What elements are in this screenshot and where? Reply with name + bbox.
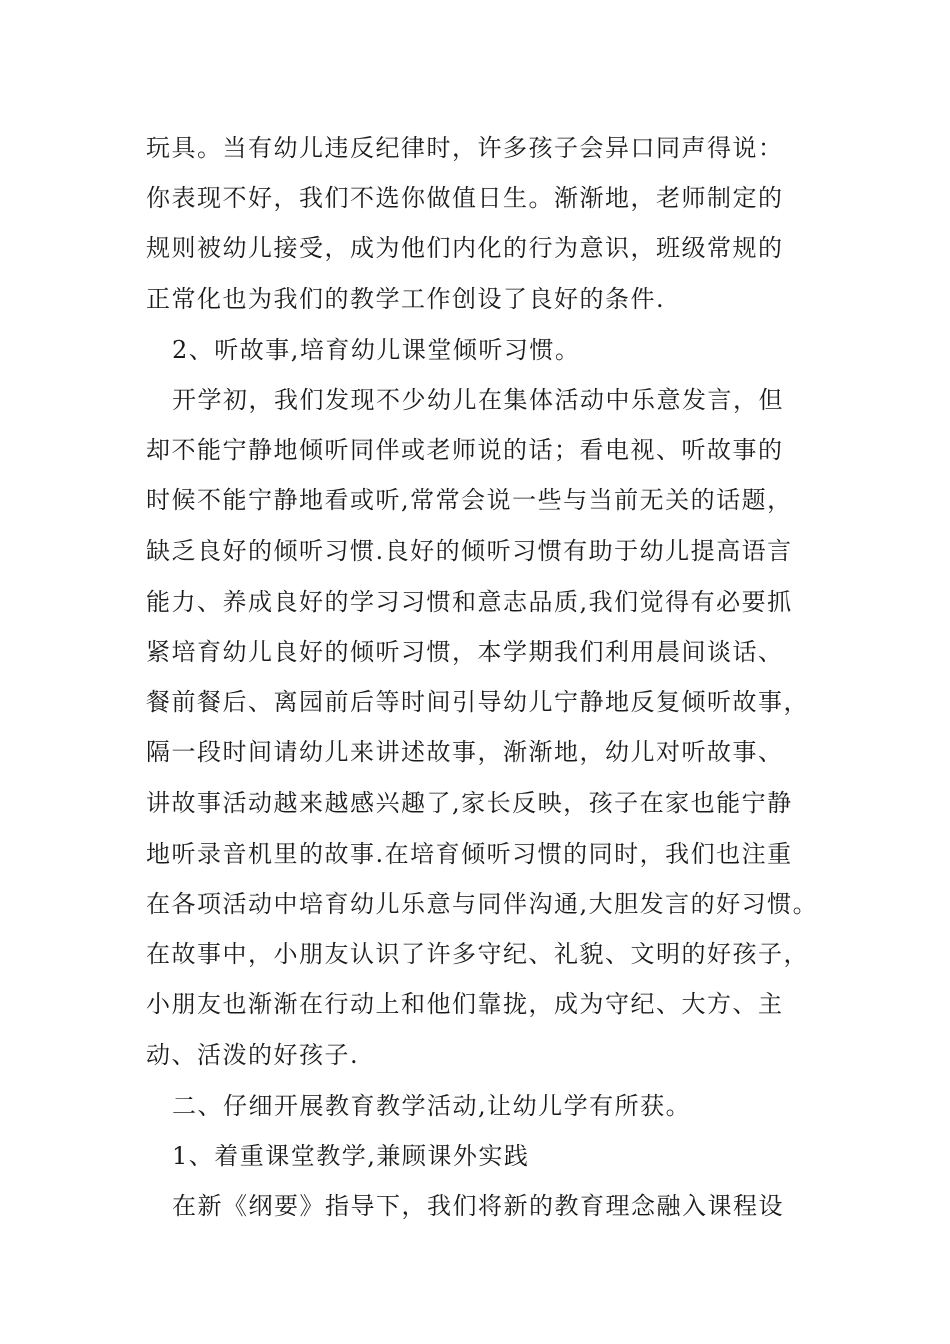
- text-line: 在各项活动中培育幼儿乐意与同伴沟通,大胆发言的好习惯。: [146, 890, 819, 918]
- paragraph-start: 在新《纲要》指导下，我们将新的教育理念融入课程设: [172, 1192, 784, 1220]
- text-line: 时候不能宁静地看或听,常常会说一些与当前无关的话题，: [146, 486, 793, 514]
- text-line: 正常化也为我们的教学工作创设了良好的条件.: [146, 285, 666, 313]
- text-line: 动、活泼的好孩子.: [146, 1041, 360, 1069]
- text-line: 讲故事活动越来越感兴趣了,家长反映，孩子在家也能宁静: [146, 789, 793, 817]
- text-line: 紧培育幼儿良好的倾听习惯，本学期我们利用晨间谈话、: [146, 638, 784, 666]
- text-line: 隔一段时间请幼儿来讲述故事，渐渐地，幼儿对听故事、: [146, 738, 784, 766]
- text-line: 地听录音机里的故事.在培育倾听习惯的同时，我们也注重: [146, 840, 793, 868]
- text-line: 玩具。当有幼儿违反纪律时，许多孩子会异口同声得说：: [146, 134, 784, 162]
- subsection-heading: 1、着重课堂教学,兼顾课外实践: [172, 1142, 530, 1170]
- text-line: 在故事中，小朋友认识了许多守纪、礼貌、文明的好孩子，: [146, 940, 809, 968]
- text-line: 规则被幼儿接受，成为他们内化的行为意识，班级常规的: [146, 234, 784, 262]
- text-line: 餐前餐后、离园前后等时间引导幼儿宁静地反复倾听故事，: [146, 688, 809, 716]
- section-heading: 二、仔细开展教育教学活动,让幼儿学有所获。: [172, 1092, 692, 1120]
- text-line: 缺乏良好的倾听习惯.良好的倾听习惯有助于幼儿提高语言: [146, 537, 793, 565]
- text-line: 你表现不好，我们不选你做值日生。渐渐地，老师制定的: [146, 184, 784, 212]
- text-line: 小朋友也渐渐在行动上和他们靠拢，成为守纪、大方、主: [146, 990, 784, 1018]
- section-heading: 2、听故事,培育幼儿课堂倾听习惯。: [172, 336, 581, 364]
- text-line: 却不能宁静地倾听同伴或老师说的话；看电视、听故事的: [146, 436, 784, 464]
- paragraph-start: 开学初，我们发现不少幼儿在集体活动中乐意发言，但: [172, 386, 784, 414]
- text-line: 能力、养成良好的学习习惯和意志品质,我们觉得有必要抓: [146, 588, 793, 616]
